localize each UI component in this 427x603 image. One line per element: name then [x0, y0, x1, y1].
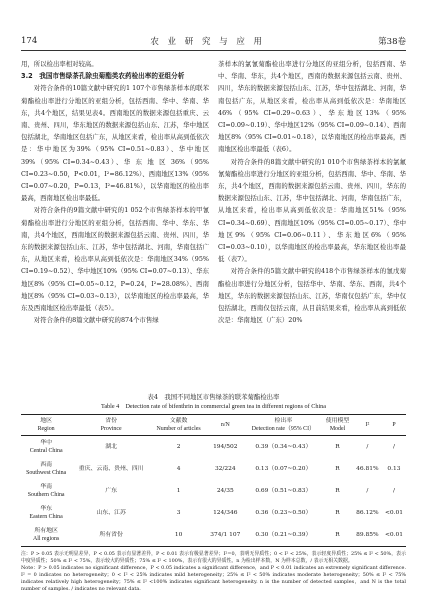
cell-articles: 1 — [176, 488, 181, 494]
cell-n-ratio: 24/35 — [216, 488, 234, 494]
cell-i2: / — [366, 488, 369, 494]
caption-en: Table 4 Detection rate of bifenthrin in commercial green tea in different regions of China — [100, 403, 327, 410]
header-rule — [21, 50, 406, 51]
header-region: 地区 Region — [37, 418, 55, 432]
journal-title: 农 业 研 究 与 应 用 — [150, 37, 266, 47]
cell-province: 重庆、云南、贵州、四川 — [78, 466, 144, 472]
cell-p: 0.13 — [387, 466, 401, 472]
cell-i2: / — [366, 444, 369, 450]
table-row — [21, 436, 406, 459]
header-articles: 文献数 Number of articles — [156, 418, 201, 432]
cell-model: R — [335, 532, 340, 538]
cell-n-ratio: 194/502 — [213, 444, 238, 450]
cell-model: R — [335, 510, 340, 516]
paragraph: 对符合条件的8篇文献中研究的874个市售绿 — [33, 316, 159, 325]
cell-region: 西南 Southwest China — [26, 462, 67, 476]
cell-province: 山东、江苏 — [96, 510, 126, 516]
table-row — [21, 502, 406, 524]
cell-p: / — [392, 488, 395, 494]
header-p: P — [392, 422, 396, 428]
cell-n-ratio: 374/1 107 — [210, 532, 241, 538]
header-model: 使用模型 Model — [325, 418, 350, 432]
cell-model: R — [335, 466, 340, 472]
cell-p: / — [392, 444, 395, 450]
right-column — [218, 58, 406, 326]
paragraph: 对符合条件的8篇文献中研究的1 010个市售绿茶样本的氯氟氰菊酯检出率进行分地区的亚组分析，包括西南、华中、华南、华东，共4个地区，西南的数据来源包括云南、贵州、四川，华东的数据来源包括山东、江苏，华中包括湖北、河南，华南包括广东，从地区来看，检出率从高到低依次是：华南地区51%（95% CI=0.34~0.69）、西南地区10%（95% CI=0.05~0.17）、华中地区9%（95% CI=0.06~0.11）、华东地区6%（95% CI=0.03~0.10），以华南地区的检出率最高，华东地区检出率最低（表7）。 — [218, 157, 406, 264]
table-caption — [21, 393, 406, 411]
table-row — [21, 524, 406, 547]
section-heading: 3.2 我国市售绿茶孔除虫菊酯类农药检出率的亚组分析 — [21, 72, 185, 81]
header-province: 省份 Province — [100, 418, 122, 432]
table-header-row — [21, 415, 406, 436]
page-number: 174 — [21, 36, 38, 46]
cell-model: R — [335, 444, 340, 450]
note-cn: 注：P > 0.05 表示无明显差异，P < 0.05 表示有显著差异，P < 0.01 表示有极显著差异；I²=0，表明无异质性；0 < I² < 25%，表示轻度异质性；25% ≤ I² < 50%，表示中度异质性；50% ≤ I² < 75%，表示较大的异质性；75% ≤ I² < 100%，表示有很大的异质性。n 为检出样本数，N 为样本总数，/ 表示无相关数据。 — [21, 551, 406, 564]
cell-model: R — [335, 488, 340, 494]
cell-i2: 46.81% — [356, 466, 379, 472]
cell-province: 所有省份 — [99, 532, 123, 538]
left-column — [21, 58, 209, 326]
cell-region: 所有地区 All regions — [32, 528, 60, 542]
table-notes — [21, 551, 406, 592]
cell-province: 广东 — [105, 488, 118, 494]
cell-rate: 0.36（0.23~0.50） — [255, 510, 312, 516]
paragraph: 茶样本的氯氰菊酯检出率进行分地区的亚组分析，包括西南、华中、华南、华东，共4个地区，西南的数据来源包括云南、贵州、四川，华东的数据来源包括山东、江苏，华中包括湖北、河南，华南包括广东，从地区来看，检出率从高到低依次是：华南地区46%（95% CI=0.29~0.63）、华东地区13%（95% CI=0.09~0.19）、华中地区12%（95% CI=0.09~0.14）、西南地区8%（95% CI=0.01~0.18），以华南地区的检出率最高，西南地区检出率最低（表6）。 — [218, 60, 406, 154]
cell-articles: 3 — [176, 510, 181, 516]
header-n-ratio: n/N — [220, 422, 230, 428]
cell-i2: 86.12% — [356, 510, 379, 516]
cell-region: 华中 Central China — [29, 440, 63, 454]
cell-articles: 10 — [174, 532, 183, 538]
cell-region: 华东 Eastern China — [29, 506, 63, 520]
volume-number: 第38卷 — [378, 37, 406, 47]
paragraph: 对符合条件的10篇文献中研究的1 107个市售绿茶样本的联苯菊酯检出率进行分地区的亚组分析，包括西南、华中、华南、华东，共4个地区，结果见表4。西南地区的数据来源包括重庆、云南、贵州、四川，华东地区的数据来源包括山东、江苏，华中地区包括湖北，华南地区包括广东，从地区来看，检出率从高到低依次是：华中地区为39%（95% CI=0.51~0.83）、华中地区39%（95% CI=0.34~0.43）、华 东 地 区 36%（95% CI=0.23~0.50，P<0.01，I²=86.12%）、西南地区13%（95% CI=0.07~0.20，P=0.13，I²=46.81%），以华南地区的检出率最高，西南地区检出率最低。 — [21, 84, 209, 203]
paragraph: 用，所以检出率相对较高。 — [21, 60, 98, 68]
running-header — [21, 34, 406, 48]
header-i2: I² — [365, 422, 370, 428]
note-en: Note：P > 0.05 indicates no significant difference，P < 0.05 indicates a significant difference，and P < 0.01 indicates an extremely significant difference. I² = 0 indicates no heterogeneity；0 < I² < 25% indicates mild heterogeneity；25% ≤ I² < 50% indicates moderate heterogeneity；50% ≤ I² < 75% indicates relatively high heterogeneity；75% ≤ I² <100% indicates significant heterogeneity. n is the number of detected samples，and N is the total number of samples. / indicates no relevant data. — [21, 564, 406, 592]
table-row — [21, 480, 406, 502]
table-row — [21, 458, 406, 480]
cell-province: 湖北 — [105, 444, 118, 450]
cell-p: <0.01 — [384, 532, 404, 538]
cell-p: <0.01 — [384, 510, 404, 516]
caption-cn: 表4 我国不同地区市售绿茶的联苯菊酯检出率 — [147, 393, 280, 401]
detection-rate-table — [21, 414, 406, 547]
cell-rate: 0.69（0.51~0.83） — [255, 488, 312, 494]
cell-n-ratio: 124/346 — [213, 510, 238, 516]
cell-rate: 0.30（0.21~0.39） — [255, 532, 312, 538]
paragraph: 对符合条件的5篇文献中研究的418个市售绿茶样本的氰戊菊酯检出率进行分地区分析，包括华中、华南、华东、西南，共4个地区，华东的数据来源包括山东、江苏，华南仅包括广东，华中仅包括湖北，西南仅包括云南，从目前结果来看，检出率从高到低依次是：华南地区（广东）20% — [218, 267, 406, 325]
cell-articles: 2 — [176, 444, 181, 450]
cell-rate: 0.13（0.07~0.20） — [255, 466, 312, 472]
cell-articles: 4 — [176, 466, 181, 472]
cell-rate: 0.39（0.34~0.43） — [255, 444, 312, 450]
table-4 — [21, 393, 406, 592]
cell-n-ratio: 32/224 — [214, 466, 236, 472]
cell-region: 华南 Southern China — [27, 484, 65, 498]
paragraph: 对符合条件的9篇文献中研究的1 052个市售绿茶样本的甲氰菊酯检出率进行分地区的亚组分析，包括西南、华中、华东、华南，共4个地区，西南地区的数据来源包括云南、贵州、四川，华东的数据来源包括山东、江苏，华中包括湖北、河南，华南包括广东，从地区来看，检出率从高到低依次是：华南地区34%（95% CI=0.19~0.52）、华中地区10%（95% CI=0.07~0.13）、华东地区8%（95% CI=0.05~0.12，P=0.24，I²=28.08%）、西南地区8%（95% CI=0.03~0.13），以华南地区的检出率最高，华东及西南地区检出率最低（表5）。 — [21, 206, 209, 313]
header-detection-rate: 检出率 Detection rate（95% CI） — [251, 418, 315, 432]
cell-i2: 89.85% — [356, 532, 379, 538]
